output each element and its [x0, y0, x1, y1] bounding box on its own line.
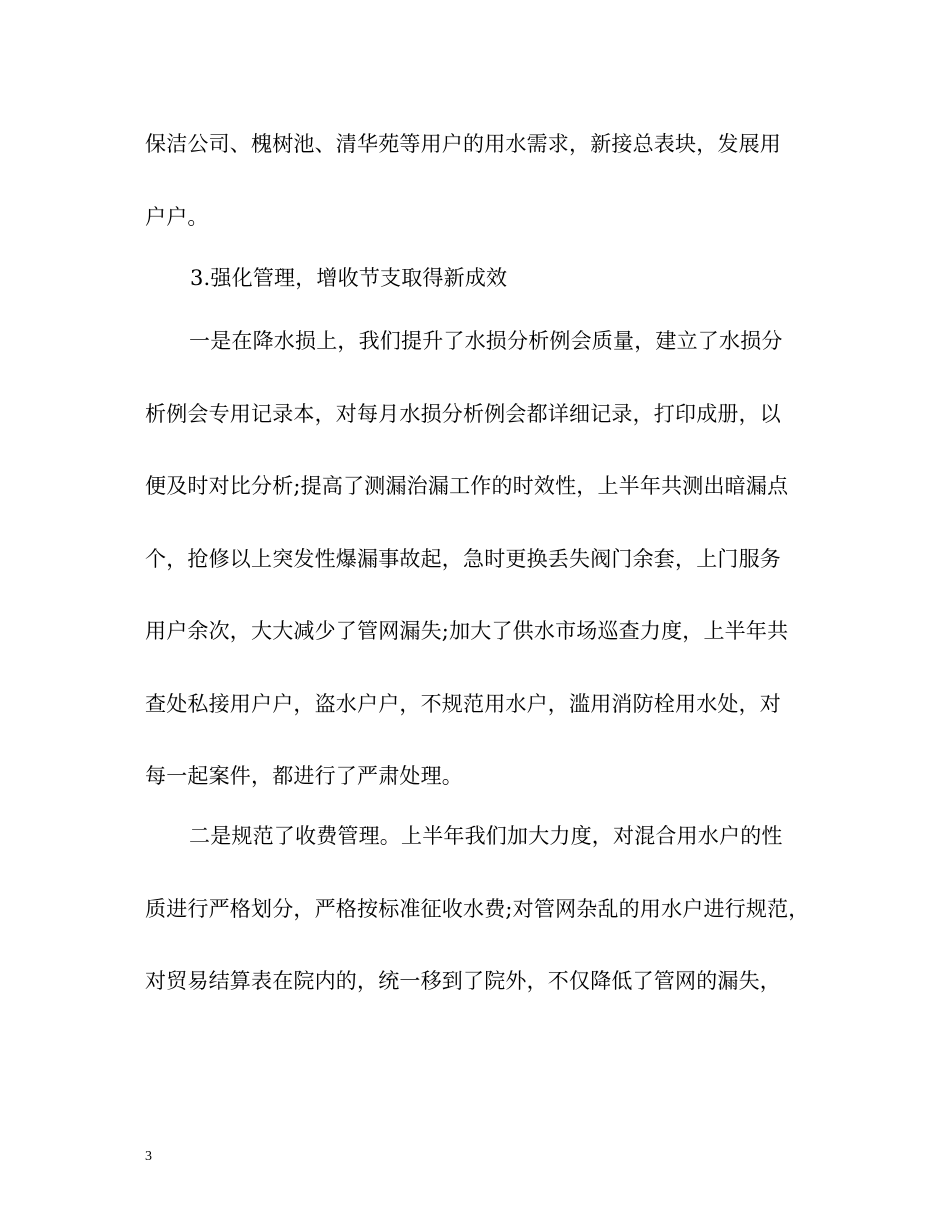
paragraph-1-line-4: 个，抢修以上突发性爆漏事故起，急时更换丢失阀门余套，上门服务	[145, 547, 781, 571]
paragraph-2-line-1: 二是规范了收费管理。上半年我们加大力度，对混合用水户的性	[189, 824, 783, 848]
section-heading: 3.强化管理，增收节支取得新成效	[190, 266, 508, 290]
text-line-2: 户户。	[145, 205, 209, 229]
paragraph-1-line-5: 用户余次，大大减少了管网漏失;加大了供水市场巡查力度，上半年共	[145, 619, 789, 643]
paragraph-1-line-6: 查处私接用户户，盗水户户，不规范用水户，滥用消防栓用水处，对	[145, 692, 781, 716]
paragraph-1-line-7: 每一起案件，都进行了严肃处理。	[145, 764, 463, 788]
paragraph-1-line-1: 一是在降水损上，我们提升了水损分析例会质量，建立了水损分	[189, 329, 783, 353]
paragraph-2-line-3: 对贸易结算表在院内的，统一移到了院外，不仅降低了管网的漏失，	[145, 969, 781, 993]
text-line-1: 保洁公司、槐树池、清华苑等用户的用水需求，新接总表块，发展用	[145, 132, 781, 156]
paragraph-1-line-3: 便及时对比分析;提高了测漏治漏工作的时效性，上半年共测出暗漏点	[145, 474, 789, 498]
page-number: 3	[145, 1149, 152, 1164]
paragraph-1-line-2: 析例会专用记录本，对每月水损分析例会都详细记录，打印成册，以	[145, 402, 781, 426]
paragraph-2-line-2: 质进行严格划分，严格按标准征收水费;对管网杂乱的用水户进行规范，	[145, 897, 810, 921]
